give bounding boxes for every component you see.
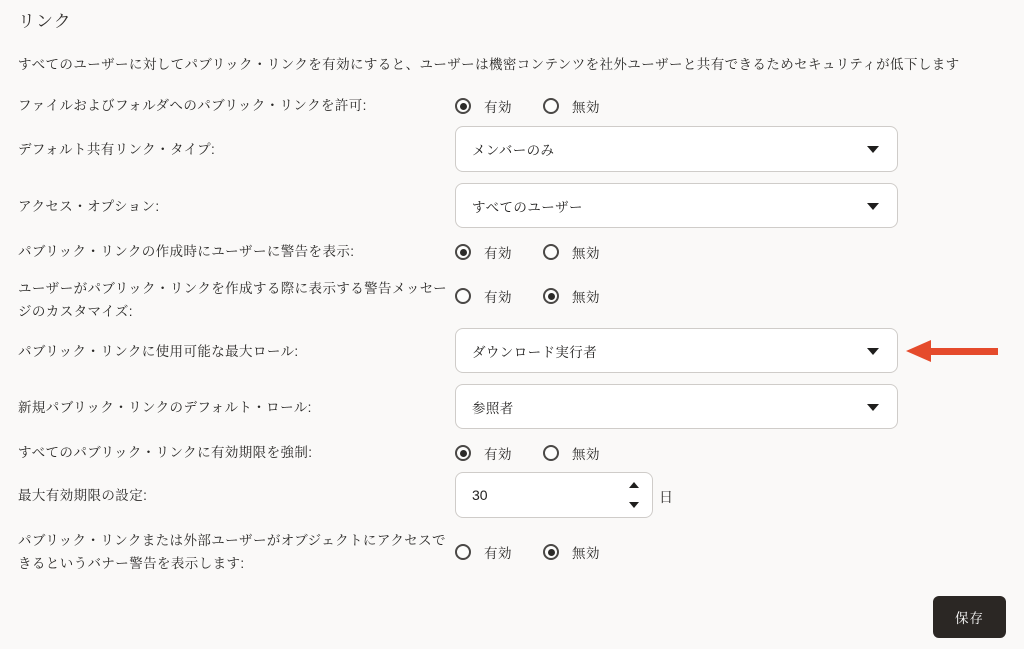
arrow-shaft bbox=[929, 348, 998, 355]
radio-group-banner-warning bbox=[455, 543, 631, 561]
radio-enabled[interactable] bbox=[455, 544, 471, 560]
chevron-down-icon bbox=[867, 203, 879, 210]
radio-disabled-label: 無効 bbox=[572, 246, 600, 261]
select-value: すべてのユーザー bbox=[472, 199, 583, 215]
radio-disabled-label: 無効 bbox=[572, 290, 600, 305]
radio-disabled-label: 無効 bbox=[572, 100, 600, 115]
unit-label-days: 日 bbox=[659, 489, 673, 505]
radio-disabled[interactable] bbox=[543, 288, 559, 304]
radio-disabled-label: 無効 bbox=[572, 546, 600, 561]
radio-enabled-label: 有効 bbox=[484, 290, 512, 305]
max-expiration-input[interactable] bbox=[455, 472, 653, 518]
setting-label-default-role: 新規パブリック・リンクのデフォルト・ロール: bbox=[18, 400, 312, 415]
setting-label-customize-warning: ユーザーがパブリック・リンクを作成する際に表示する警告メッセージのカスタマイズ: bbox=[18, 281, 448, 319]
save-button[interactable]: 保存 bbox=[933, 596, 1006, 638]
select-default-link-type[interactable] bbox=[455, 126, 898, 172]
radio-group-allow-public-links bbox=[455, 97, 631, 115]
setting-label-max-role: パブリック・リンクに使用可能な最大ロール: bbox=[18, 344, 299, 359]
radio-enabled-label: 有効 bbox=[484, 100, 512, 115]
radio-enabled[interactable] bbox=[455, 288, 471, 304]
radio-group-warn-on-creation bbox=[455, 243, 631, 261]
radio-group-customize-warning bbox=[455, 287, 631, 305]
page-description: すべてのユーザーに対してパブリック・リンクを有効にすると、ユーザーは機密コンテンツを社外ユーザーと共有できるためセキュリティが低下します bbox=[18, 57, 960, 72]
select-max-role[interactable] bbox=[455, 328, 898, 373]
select-value: メンバーのみ bbox=[472, 143, 555, 158]
setting-label-default-link-type: デフォルト共有リンク・タイプ: bbox=[18, 142, 216, 157]
radio-disabled[interactable] bbox=[543, 98, 559, 114]
radio-enabled[interactable] bbox=[455, 98, 471, 114]
radio-enabled-label: 有効 bbox=[484, 546, 512, 561]
number-stepper bbox=[627, 472, 641, 518]
arrow-head bbox=[906, 340, 931, 362]
stepper-down-icon[interactable] bbox=[629, 502, 639, 508]
radio-enabled-label: 有効 bbox=[484, 447, 512, 462]
select-default-role[interactable] bbox=[455, 384, 898, 429]
select-access-option[interactable] bbox=[455, 183, 898, 228]
select-value: ダウンロード実行者 bbox=[472, 344, 598, 360]
chevron-down-icon bbox=[867, 404, 879, 411]
radio-disabled-label: 無効 bbox=[572, 447, 600, 462]
setting-label-access-option: アクセス・オプション: bbox=[18, 199, 160, 214]
select-value: 参照者 bbox=[472, 400, 514, 416]
chevron-down-icon bbox=[867, 348, 879, 355]
radio-enabled-label: 有効 bbox=[484, 246, 512, 261]
radio-disabled[interactable] bbox=[543, 544, 559, 560]
radio-disabled[interactable] bbox=[543, 445, 559, 461]
setting-label-max-expiration: 最大有効期限の設定: bbox=[18, 488, 148, 503]
setting-label-allow-public-links: ファイルおよびフォルダへのパブリック・リンクを許可: bbox=[18, 98, 367, 113]
radio-disabled[interactable] bbox=[543, 244, 559, 260]
chevron-down-icon bbox=[867, 146, 879, 153]
page-title: リンク bbox=[18, 12, 72, 31]
radio-enabled[interactable] bbox=[455, 244, 471, 260]
max-expiration-field bbox=[455, 472, 653, 518]
setting-label-banner-warning: パブリック・リンクまたは外部ユーザーがオブジェクトにアクセスできるというバナー警告を表示します: bbox=[18, 533, 446, 571]
radio-group-force-expiration bbox=[455, 444, 631, 462]
setting-label-force-expiration: すべてのパブリック・リンクに有効期限を強制: bbox=[18, 445, 313, 460]
radio-enabled[interactable] bbox=[455, 445, 471, 461]
stepper-up-icon[interactable] bbox=[629, 482, 639, 488]
red-arrow-left-icon bbox=[906, 340, 1000, 362]
setting-label-warn-on-creation: パブリック・リンクの作成時にユーザーに警告を表示: bbox=[18, 244, 355, 259]
